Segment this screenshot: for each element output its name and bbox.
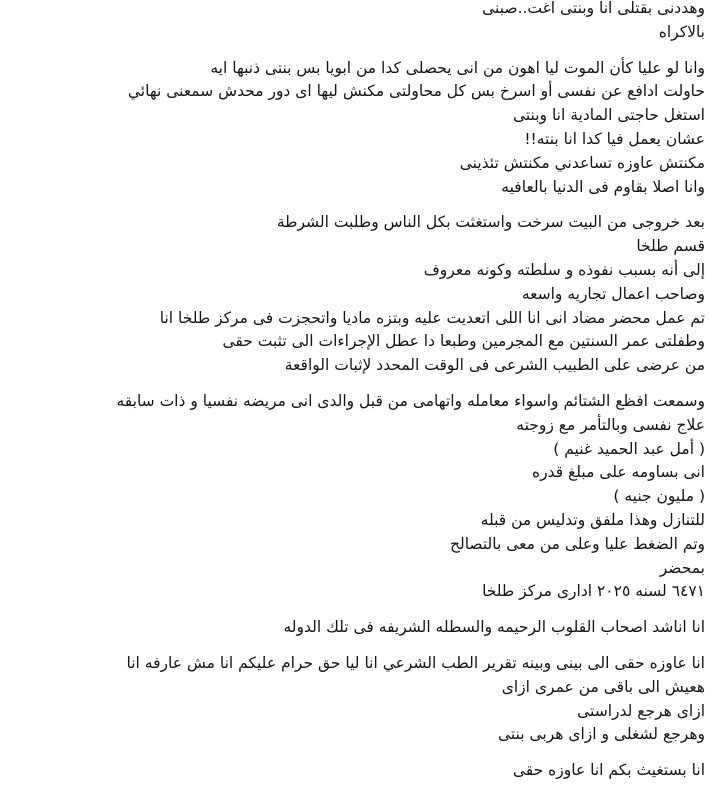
text-line: حاولت ادافع عن نفسى أو اسرخ بس كل محاولتى مكنش ليها اى دور محدش سمعنى نهائي	[127, 82, 705, 101]
paragraph-threat	[0, 0, 705, 45]
paragraph-accusations	[0, 390, 705, 604]
text-line: وانا اصلا بقاوم فى الدنيا بالعافيه	[501, 177, 705, 196]
text-line: قسم طلخا	[636, 237, 705, 256]
text-line: بعد خروجى من البيت سرخت واستغثت بكل الناس وطلبت الشرطة	[276, 213, 705, 232]
text-line: ( أمل عبد الحميد غنيم )	[553, 439, 705, 458]
paragraph-appeal	[0, 616, 705, 640]
text-line: علاج نفسى وبالتأمر مع زوجته	[516, 415, 705, 434]
text-line: وصاحب اعمال تجاريه واسعه	[521, 284, 705, 303]
text-line: انا اناشد اصحاب القلوب الرحيمه والسطله الشريفه فى تلك الدوله	[283, 618, 705, 637]
text-line: وهرجع لشغلى و ازاى هربى بنتى	[497, 725, 705, 744]
text-line: وطفلتى عمر السنتين مع المجرمين وطبعا دا عطل الإجراءات الى تثبت حقى	[222, 332, 705, 351]
text-line: من عرضى على الطبيب الشرعى فى الوقت المحدد لإثبات الواقعة	[284, 356, 705, 375]
paragraph-plea	[0, 759, 705, 783]
text-line: انا بستغيث بكم انا عاوزه حقى	[512, 761, 705, 780]
text-line: وتم الضغط عليا وعلى من معى بالتصالح	[449, 534, 705, 553]
text-line: وسمعت افظع الشتائم واسواء معامله واتهامى من قبل والدى انى مريضه نفسيا و ذات سابقه	[116, 391, 705, 410]
text-line: ازاى هرجع لدراستى	[577, 701, 705, 720]
text-line: انى بساومه على مبلغ قدره	[531, 463, 705, 482]
text-line: انا عاوزه حقى الى بينى وبينه تقرير الطب الشرعي انا ليا حق حرام عليكم انا مش عارفه انا	[126, 653, 705, 672]
text-line: ٦٤٧١ لسنه ٢٠٢٥ ادارى مركز طلخا	[482, 582, 705, 601]
text-line: وهددنى بقتلى انا وبنتى اغت..صبنى	[482, 0, 705, 17]
text-line: ( مليون جنيه )	[613, 487, 705, 506]
text-line: تم عمل محضر مضاد انى انا اللى اتعديت عليه وبتزه ماديا واتحجزت فى مركز طلخا انا	[159, 308, 705, 327]
text-line: مكنتش عاوزه تساعدني مكنتش تئذينى	[459, 153, 705, 172]
text-line: عشان يعمل فيا كدا انا بنته!!	[524, 129, 705, 148]
text-line: هعيش الى باقى من عمرى ازاى	[501, 677, 705, 696]
paragraph-demand	[0, 652, 705, 747]
text-line: إلى أنه بسبب نفوذه و سلطته وكونه معروف	[423, 260, 705, 279]
text-line: للتنازل وهذا ملفق وتدليس من قبله	[480, 510, 705, 529]
paragraph-police	[0, 211, 705, 378]
text-line: بمحضر	[659, 558, 705, 577]
text-line: وانا لو عليا كأن الموت ليا اهون من انى يحصلى كدا من ابويا بس بنتى ذنبها ايه	[210, 58, 705, 77]
text-line: بالاكراه	[658, 22, 705, 41]
text-line: استغل حاجتى المادية انا وبنتى	[512, 106, 705, 125]
paragraph-feelings	[0, 57, 705, 200]
